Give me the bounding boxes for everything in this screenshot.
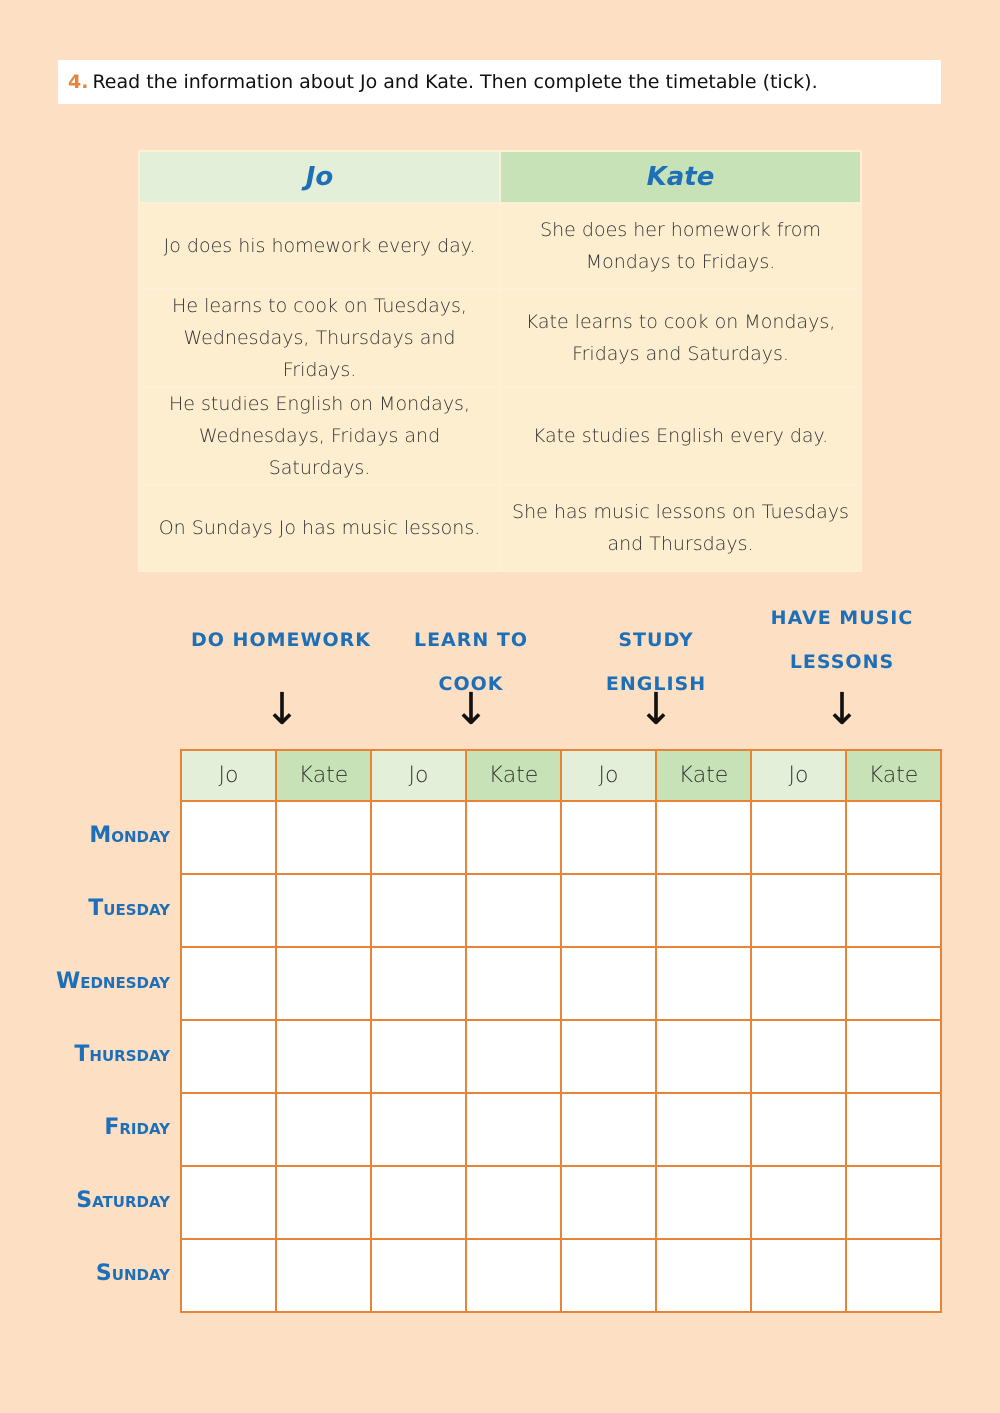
column-header-jo: Jo <box>751 750 846 801</box>
tick-cell[interactable] <box>466 1239 561 1312</box>
instruction-bar <box>58 60 941 104</box>
tick-cell[interactable] <box>751 1093 846 1166</box>
tick-cell[interactable] <box>751 947 846 1020</box>
exercise-number: 4. <box>68 71 89 93</box>
tick-cell[interactable] <box>371 801 466 874</box>
info-cell-jo: Jo does his homework every day. <box>139 203 500 289</box>
tick-cell[interactable] <box>181 1020 276 1093</box>
tick-cell[interactable] <box>561 801 656 874</box>
column-header-kate: Kate <box>846 750 941 801</box>
instruction-text: Read the information about Jo and Kate. Then complete the timetable (tick). <box>92 71 818 93</box>
info-cell-jo: He learns to cook on Tuesdays, Wednesdays, Thursdays and Fridays. <box>139 289 500 387</box>
tick-cell[interactable] <box>276 801 371 874</box>
tick-cell[interactable] <box>561 947 656 1020</box>
column-header-jo: Jo <box>181 750 276 801</box>
timetable-row <box>181 1093 941 1166</box>
tick-cell[interactable] <box>276 1239 371 1312</box>
tick-cell[interactable] <box>751 1166 846 1239</box>
tick-cell[interactable] <box>846 1020 941 1093</box>
tick-cell[interactable] <box>846 1239 941 1312</box>
tick-cell[interactable] <box>846 801 941 874</box>
activity-learn-to-cook: LEARN TO COOK <box>413 629 529 695</box>
tick-cell[interactable] <box>656 1093 751 1166</box>
tick-cell[interactable] <box>466 801 561 874</box>
tick-cell[interactable] <box>181 947 276 1020</box>
tick-cell[interactable] <box>751 1020 846 1093</box>
tick-cell[interactable] <box>656 874 751 947</box>
tick-cell[interactable] <box>276 874 371 947</box>
tick-cell[interactable] <box>181 801 276 874</box>
tick-cell[interactable] <box>656 801 751 874</box>
tick-cell[interactable] <box>466 1020 561 1093</box>
info-cell-kate: She has music lessons on Tuesdays and Thursdays. <box>500 485 861 571</box>
tick-cell[interactable] <box>371 947 466 1020</box>
timetable-row <box>181 1239 941 1312</box>
activity-do-homework: DO HOMEWORK <box>191 629 371 651</box>
tick-cell[interactable] <box>751 1239 846 1312</box>
day-label-monday: Monday <box>89 823 170 848</box>
tick-cell[interactable] <box>846 1093 941 1166</box>
info-header-jo: Jo <box>139 151 500 203</box>
info-header-kate: Kate <box>500 151 861 203</box>
tick-cell[interactable] <box>466 1093 561 1166</box>
tick-cell[interactable] <box>276 1166 371 1239</box>
info-cell-jo: On Sundays Jo has music lessons. <box>139 485 500 571</box>
tick-cell[interactable] <box>656 947 751 1020</box>
tick-cell[interactable] <box>846 947 941 1020</box>
day-label-friday: Friday <box>104 1115 170 1140</box>
timetable-grid <box>180 749 942 1313</box>
info-table <box>138 150 862 572</box>
tick-cell[interactable] <box>561 874 656 947</box>
info-cell-kate: She does her homework from Mondays to Fridays. <box>500 203 861 289</box>
tick-cell[interactable] <box>371 1239 466 1312</box>
column-header-kate: Kate <box>466 750 561 801</box>
day-label-wednesday: Wednesday <box>55 969 170 994</box>
tick-cell[interactable] <box>751 801 846 874</box>
tick-cell[interactable] <box>466 874 561 947</box>
timetable-row <box>181 1020 941 1093</box>
tick-cell[interactable] <box>371 1093 466 1166</box>
tick-cell[interactable] <box>656 1020 751 1093</box>
tick-cell[interactable] <box>371 1166 466 1239</box>
tick-cell[interactable] <box>181 874 276 947</box>
column-header-kate: Kate <box>276 750 371 801</box>
info-cell-jo: He studies English on Mondays, Wednesdays, Fridays and Saturdays. <box>139 387 500 485</box>
tick-cell[interactable] <box>181 1239 276 1312</box>
tick-cell[interactable] <box>846 1166 941 1239</box>
tick-cell[interactable] <box>276 1093 371 1166</box>
tick-cell[interactable] <box>751 874 846 947</box>
tick-cell[interactable] <box>561 1166 656 1239</box>
arrow-down-icon: ↓ <box>263 684 301 735</box>
tick-cell[interactable] <box>656 1239 751 1312</box>
column-header-jo: Jo <box>371 750 466 801</box>
tick-cell[interactable] <box>656 1166 751 1239</box>
timetable-row <box>181 1166 941 1239</box>
activity-have-music-lessons: HAVE MUSIC LESSONS <box>770 607 914 673</box>
tick-cell[interactable] <box>181 1093 276 1166</box>
column-header-kate: Kate <box>656 750 751 801</box>
day-label-saturday: Saturday <box>76 1188 170 1213</box>
tick-cell[interactable] <box>371 874 466 947</box>
arrow-down-icon: ↓ <box>452 684 490 735</box>
timetable-row <box>181 874 941 947</box>
tick-cell[interactable] <box>276 1020 371 1093</box>
arrow-down-icon: ↓ <box>637 684 675 735</box>
column-header-jo: Jo <box>561 750 656 801</box>
arrow-down-icon: ↓ <box>823 684 861 735</box>
timetable-row <box>181 947 941 1020</box>
tick-cell[interactable] <box>561 1020 656 1093</box>
tick-cell[interactable] <box>846 874 941 947</box>
timetable-row <box>181 801 941 874</box>
day-label-tuesday: Tuesday <box>88 896 170 921</box>
tick-cell[interactable] <box>466 947 561 1020</box>
tick-cell[interactable] <box>371 1020 466 1093</box>
tick-cell[interactable] <box>561 1239 656 1312</box>
info-cell-kate: Kate studies English every day. <box>500 387 861 485</box>
day-label-thursday: Thursday <box>74 1042 170 1067</box>
tick-cell[interactable] <box>276 947 371 1020</box>
tick-cell[interactable] <box>561 1093 656 1166</box>
day-label-sunday: Sunday <box>95 1261 170 1286</box>
activity-study-english: STUDY ENGLISH <box>605 629 707 695</box>
tick-cell[interactable] <box>466 1166 561 1239</box>
tick-cell[interactable] <box>181 1166 276 1239</box>
info-cell-kate: Kate learns to cook on Mondays, Fridays and Saturdays. <box>500 289 861 387</box>
